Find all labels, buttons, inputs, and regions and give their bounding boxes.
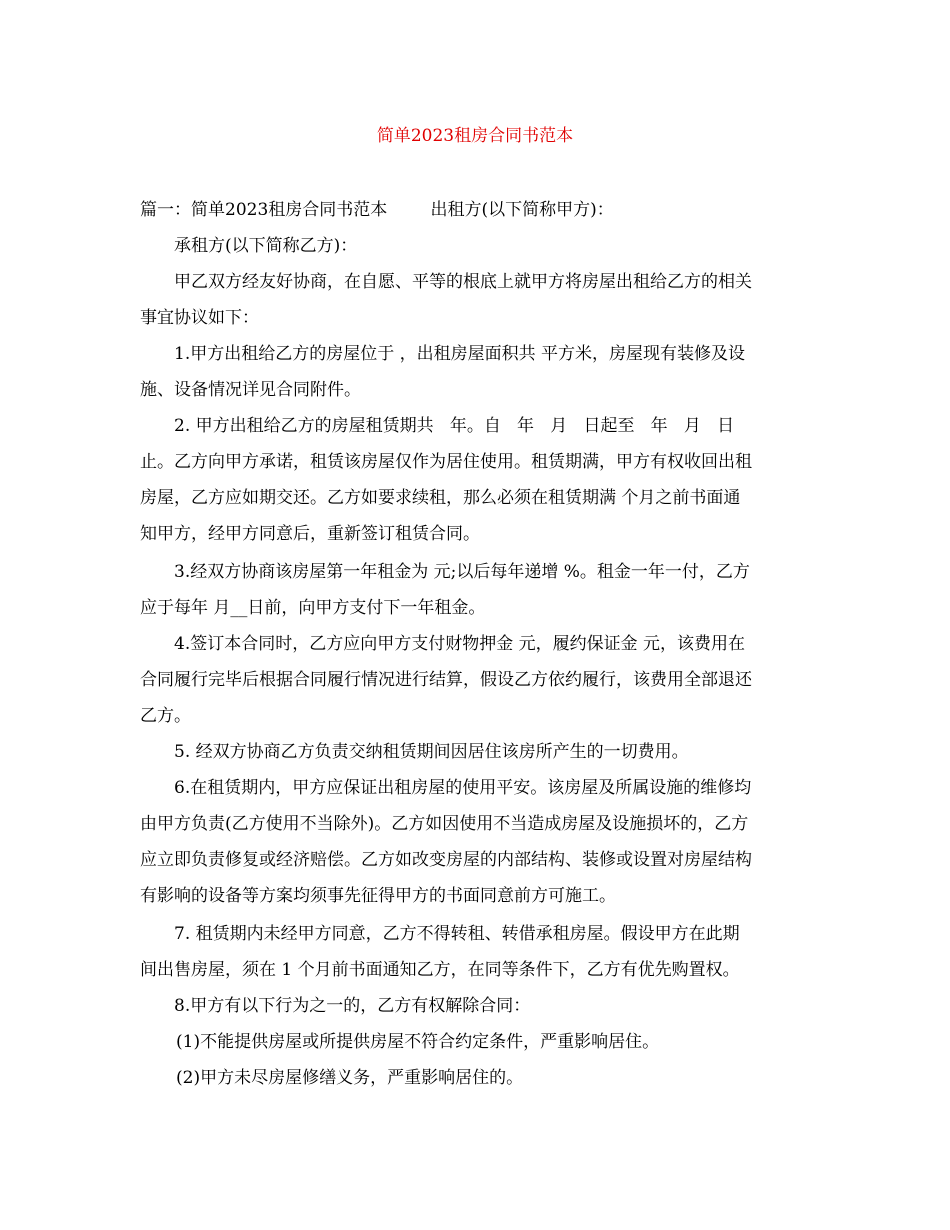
text-line-13: 4.签订本合同时，乙方应向甲方支付财物押金 元，履约保证金 元，该费用在 xyxy=(174,634,746,654)
text-line-21: 7. 租赁期内未经甲方同意，乙方不得转租、转借承租房屋。假设甲方在此期 xyxy=(174,924,740,944)
text-line-5: 1.甲方出租给乙方的房屋位于 ，出租房屋面积共 平方米，房屋现有装修及设 xyxy=(174,344,746,364)
text-line-3: 甲乙双方经友好协商，在自愿、平等的根底上就甲方将房屋出租给乙方的相关 xyxy=(174,272,752,292)
text-line-10: 知甲方，经甲方同意后，重新签订租赁合同。 xyxy=(140,524,480,544)
text-line-9: 房屋，乙方应如期交还。乙方如要求续租，那么必须在租赁期满 个月之前书面通 xyxy=(140,488,741,508)
text-line-1: 篇一：简单2023租房合同书范本 出租方(以下简称甲方)： xyxy=(140,200,614,220)
document-title: 简单2023租房合同书范本 xyxy=(376,126,574,146)
text-line-2: 承租方(以下简称乙方)： xyxy=(174,236,358,256)
text-line-24: (1)不能提供房屋或所提供房屋不符合约定条件，严重影响居住。 xyxy=(176,1032,660,1052)
text-line-7: 2. 甲方出租给乙方的房屋租赁期共 年。自 年 月 日起至 年 月 日 xyxy=(174,416,735,436)
text-line-25: (2)甲方未尽房屋修缮义务，严重影响居住的。 xyxy=(176,1068,524,1088)
text-line-11: 3.经双方协商该房屋第一年租金为 元;以后每年递增 %。租金一年一付，乙方 xyxy=(174,562,750,582)
text-line-15: 乙方。 xyxy=(140,706,191,726)
text-line-14: 合同履行完毕后根据合同履行情况进行结算，假设乙方依约履行，该费用全部退还 xyxy=(140,670,752,690)
text-line-17: 6.在租赁期内，甲方应保证出租房屋的使用平安。该房屋及所属设施的维修均 xyxy=(174,778,752,798)
text-line-8: 止。乙方向甲方承诺，租赁该房屋仅作为居住使用。租赁期满，甲方有权收回出租 xyxy=(140,452,752,472)
text-line-6: 施、设备情况详见合同附件。 xyxy=(140,380,361,400)
text-line-23: 8.甲方有以下行为之一的，乙方有权解除合同： xyxy=(174,996,531,1016)
text-line-20: 有影响的设备等方案均须事先征得甲方的书面同意前方可施工。 xyxy=(140,886,616,906)
text-line-18: 由甲方负责(乙方使用不当除外)。乙方如因使用不当造成房屋及设施损坏的，乙方 xyxy=(140,814,749,834)
text-line-4: 事宜协议如下： xyxy=(140,308,259,328)
text-line-22: 间出售房屋，须在 1 个月前书面通知乙方，在同等条件下，乙方有优先购置权。 xyxy=(140,960,740,980)
text-line-19: 应立即负责修复或经济赔偿。乙方如改变房屋的内部结构、装修或设置对房屋结构 xyxy=(140,850,752,870)
text-line-16: 5. 经双方协商乙方负责交纳租赁期间因居住该房所产生的一切费用。 xyxy=(174,742,689,762)
text-line-12: 应于每年 月__日前，向甲方支付下一年租金。 xyxy=(140,598,486,618)
